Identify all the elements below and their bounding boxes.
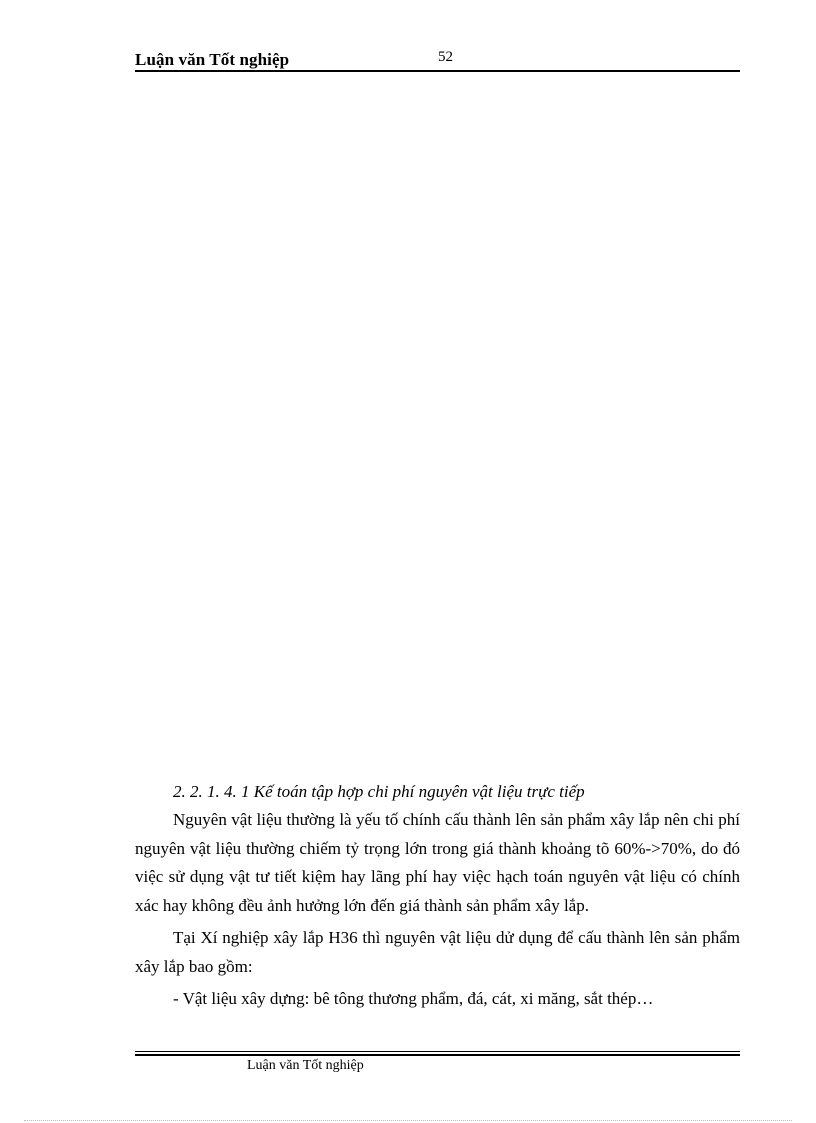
page-header	[135, 46, 740, 72]
page-bottom-edge	[24, 1120, 792, 1121]
footer-title: Luận văn Tốt nghiệp	[247, 1058, 364, 1073]
header-title: Luận văn Tốt nghiệp	[135, 50, 290, 69]
footer-rule	[135, 1051, 740, 1057]
paragraph-enterprise-materials: Tại Xí nghiệp xây lắp H36 thì nguyên vật liệu dử dụng để cấu thành lên sản phẩm xây lắp bao gồm:	[135, 928, 740, 976]
section-heading: 2. 2. 1. 4. 1 Kế toán tập hợp chi phí nguyên vật liệu trực tiếp	[173, 782, 585, 801]
list-item-building-materials: - Vật liệu xây dựng: bê tông thương phẩm, đá, cát, xi măng, sắt thép…	[173, 989, 654, 1008]
body-content	[135, 778, 740, 1014]
paragraph-material-cost: Nguyên vật liệu thường là yếu tố chính cấu thành lên sản phẩm xây lắp nên chi phí nguyên vật liệu thường chiếm tỷ trọng lớn trong giá thành khoảng tõ 60%->70%, do đó việc sử dụng vật tư tiết kiệm hay lãng phí hay việc hạch toán nguyên vật liệu có chính xác hay không đều ảnh hưởng lớn đến giá thành sản phẩm xây lắp.	[135, 810, 740, 915]
header-rule	[135, 70, 740, 72]
footer-rule-thick	[135, 1054, 740, 1056]
footer-rule-thin	[135, 1051, 740, 1052]
page-number: 52	[438, 49, 453, 65]
